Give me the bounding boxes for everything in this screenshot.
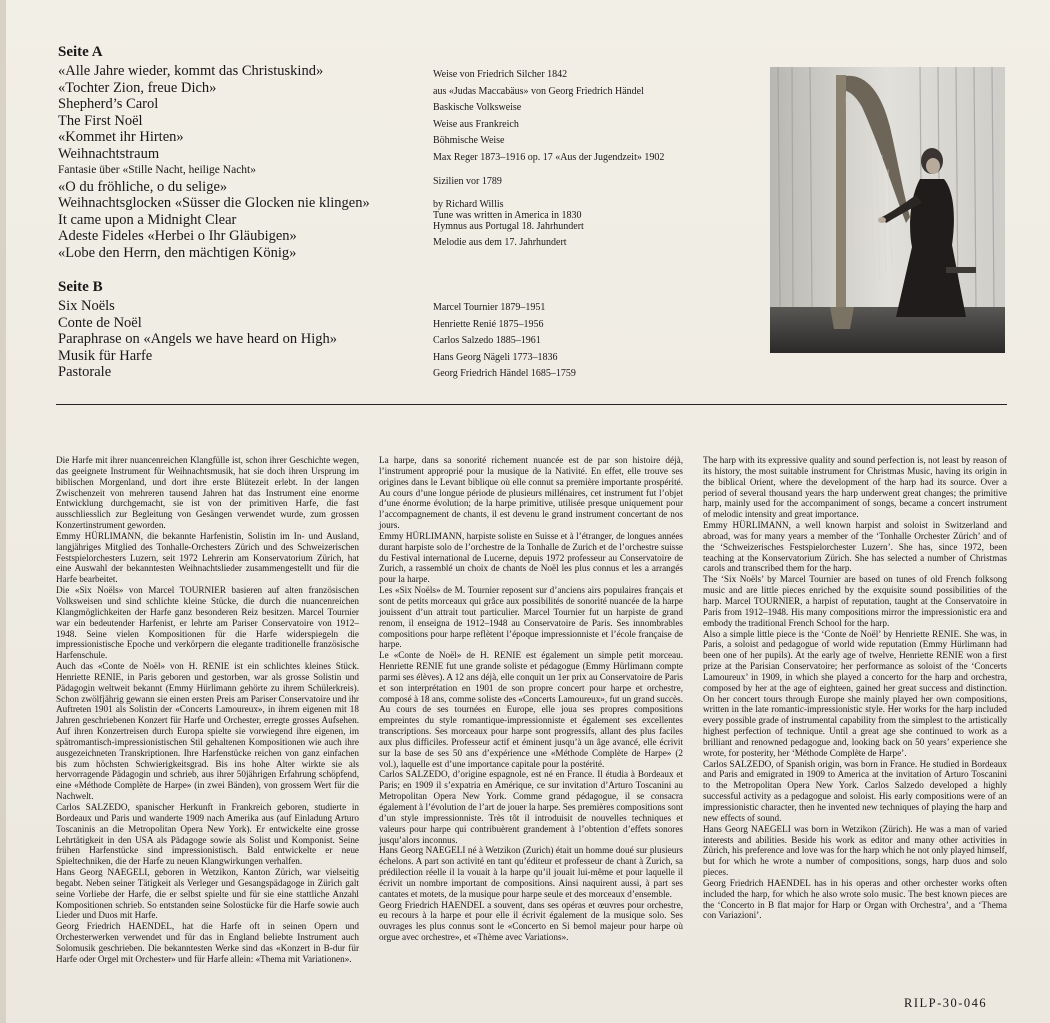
notes-paragraph: Carlos SALZEDO, of Spanish origin, was born in France. He studied in Bordeaux and Paris and emigrated in 1909 to America at the invitation of Arturo Toscanini to the Metropolitan Opera New York. Carlos Salzedo developed a highly successful activity as a pedagogue and soloist. His early compositions were of an impressionistic character, then he invented new techniques of playing the harp and new effects of sound.	[703, 758, 1007, 823]
notes-paragraph: Les «Six Noëls» de M. Tournier reposent sur d’anciens airs populaires français et sont de petits morceaux qui grâce aux possibilités de sonorité nuancée de la harpe jouissent d’un attrait tout particulier. Marcel Tournier fut un harpiste de grand renom, il enseigna de 1912–1948 au Conservatoire de Paris. Ses innombrables compositions pour harpe reflètent l’époque impressionniste et l’école française de harpe.	[379, 585, 683, 650]
harpist-photo-icon	[770, 67, 1005, 353]
track-credit: Hymnus aus Portugal 18. Jahrhundert	[433, 220, 584, 232]
notes-paragraph: Emmy HÜRLIMANN, a well known harpist and soloist in Switzerland and abroad, was for many years a member of the ‘Tonhalle Orchester Zürich’ and of the ‘Schweizerisches Festspielorchester Luzern’. She has, since 1972, been teaching at the Konservatorium Zürich. She has selected a number of Christmas carols and transcribed them for the harp.	[703, 520, 1007, 574]
track-credit: aus «Judas Maccabäus» von Georg Friedrich Händel	[433, 85, 644, 97]
track-title: «Tochter Zion, freue Dich»	[58, 79, 217, 96]
track-title: Weihnachtstraum	[58, 145, 160, 162]
track-title: Musik für Harfe	[58, 347, 153, 364]
notes-german-column	[56, 455, 359, 965]
track-credit: Hans Georg Nägeli 1773–1836	[433, 351, 558, 363]
track-title: «O du fröhliche, o du selige»	[58, 178, 228, 195]
track-title: Six Noëls	[58, 298, 115, 314]
notes-paragraph: Hans Georg NAEGELI né à Wetzikon (Zurich) était un homme doué sur plusieurs échelons. A part son activité en tant qu’éditeur et professeur de chant à Zurich, sa prédilection réelle il la vouait à la harpe qu’il jouait lui-même et pour laquelle il écrivit un nombre important de compositions. Ainsi naquirent aussi, à part ses cantates et motets, de la musique pour harpe seule et des morceaux d’ensemble.	[379, 845, 683, 899]
notes-paragraph: La harpe, dans sa sonorité richement nuancée est de par son histoire déjà, l’instrument approprié pour la musique de la Nativité. En effet, elle trouve ses origines dans le Levant biblique où elle connut sa première importante prospérité. Au cours d’une longue période de plusieurs millénaires, cet instrument fut l’objet d’une énorme évolution; de la harpe primitive, utilisée presque uniquement pour l’accompagnement de chants, il est devenu le grand instrument concertant de nos jours.	[379, 455, 683, 531]
track-credit: Marcel Tournier 1879–1951	[433, 302, 546, 313]
notes-french-column	[379, 455, 683, 943]
notes-paragraph: Georg Friedrich HAENDEL a souvent, dans ses opéras et œuvres pour orchestre, eu recours à la harpe et pour elle il écrivit également de la musique solo. Ses ouvrages les plus connus sont le «Concerto en Si bemol majeur pour harpe où orgue avec orchestre», et «Thème avec Variations».	[379, 899, 683, 943]
side-a-heading: Seite A	[58, 44, 103, 60]
notes-paragraph: Hans Georg NAEGELI was born in Wetzikon (Zürich). He was a man of varied interests and abilities. Beside his work as editor and many other activities in Zürich, his preference and love was for the harp which he not only played himself, but for which he wrote a number of compositions, songs, harp duos and solo pieces.	[703, 823, 1007, 878]
notes-paragraph: Die Harfe mit ihrer nuancenreichen Klangfülle ist, schon ihrer Geschichte wegen, das geeignete Instrument für Weihnachtsmusik, hat sie doch ihren Ursprung im biblischen Morgenland, und dort ihre erste Blütezeit erlebt. In der langen Zwischenzeit von mehreren tausend Jahren hat das Instrument eine enorme Entwicklung durchgemacht, sie ist von der primitiven Harfe, die fast ausschliesslich zur Begleitung von Gesängen verwendet wurde, zum grossen Konzertinstrument geworden.	[56, 455, 359, 531]
track-title: Weihnachtsglocken «Süsser die Glocken nie klingen»	[58, 195, 370, 211]
track-credit: Carlos Salzedo 1885–1961	[433, 335, 541, 346]
notes-paragraph: Carlos SALZEDO, spanischer Herkunft in Frankreich geboren, studierte in Bordeaux und Paris und wanderte 1909 nach Amerika aus (auf Einladung Arturo Toscaninis an die Metropolitan Opera New York). Er entwickelte eine grosse Lehrtätigkeit in den USA als Pädagoge sowie als Solist und Komponist. Seine frühen Harfenstücke sind impressionistisch. Bald entwickelte er neue Spieltechniken, die der Harfe zu neuen Klangwirkungen verhalfen.	[56, 802, 359, 867]
track-title: Shepherd’s Carol	[58, 96, 159, 112]
notes-paragraph: Auch das «Conte de Noël» von H. RENIE ist ein schlichtes kleines Stück. Henriette RENIE, in Paris geboren und gestorben, war als grosse Solistin und Pädagogin weltweit bekannt (Emmy Hürlimann gehörte zu ihrem Schülerkreis). Schon zwölfjährig gewann sie einen ersten Preis am Pariser Conservatoire und ihr Auftreten 1901 als Solistin der «Concerts Lamoureux», in ihrem eigenen mit 18 Jahren geschriebenen Konzert für Harfe und Orchester, erregte grosses Aufsehen. Auf ihren Konzertreisen durch Europa spielte sie vorwiegend ihre eigenen, im spätromantisch-impressionistischen Stil gehaltenen Kompositionen wie auch ihre ausgezeichneten Transkriptionen. Ihre Harfenstücke reichen von ganz einfachen bis zum höchsten Schwierigkeitsgrad. Bis ins hohe Alter wirkte sie als hervorragende Pädagogin und schrieb, aus ihrer 50jährigen Erfahrung schöpfend, eine «Méthode Complète de Harpe» (in zwei Bänden), von grossem Wert für die Nachwelt.	[56, 661, 359, 802]
catalog-number: RILP-30-046	[904, 996, 988, 1010]
track-credit: by Richard Willis	[433, 198, 504, 210]
track-title: Conte de Noël	[58, 314, 142, 331]
track-credit: Sizilien vor 1789	[433, 176, 502, 187]
notes-paragraph: Die «Six Noëls» von Marcel TOURNIER basieren auf alten französischen Volksweisen und sind schlichte kleine Stücke, die durch die nuancenreichen Klangmöglichkeiten der Harfe ganz besonderen Reiz besitzen. Marcel Tournier war ein bedeutender Harfenist, er lehrte am Pariser Conservatoire von 1912–1948. Seine vielen Kompositionen für die Harfe widerspiegeln die impressionistische Epoche und verkörpern die elegante traditionelle französische Harfenschule.	[56, 585, 359, 661]
notes-english-column	[703, 455, 1007, 921]
track-title: Fantasie über «Stille Nacht, heilige Nacht»	[58, 164, 256, 176]
notes-paragraph: Georg Friedrich HAENDEL, hat die Harfe oft in seinen Opern und Orchesterwerken verwendet und für das in England beliebte Instrument auch Solomusik geschrieben. Die bekanntesten Werke sind das «Konzert in B-dur für Harfe oder Orgel mit Orchester» und für Harfe allein: «Thema mit Variationen».	[56, 921, 359, 964]
notes-paragraph: Emmy HÜRLIMANN, harpiste soliste en Suisse et à l’étranger, de longues années durant harpiste solo de l’orchestre de la Tonhalle de Zurich et de l’orchestre suisse du Festival international de Lucerne, depuis 1972 professeur au Conservatoire de Zurich, a rassemblé un choix de chants de Noël les plus connus et les a arrangés pour la harpe.	[379, 530, 683, 585]
track-credit: Baskische Volksweise	[433, 102, 522, 113]
track-credit: Weise aus Frankreich	[433, 118, 519, 130]
side-a-credits	[433, 67, 763, 251]
side-a-titles	[58, 63, 428, 261]
notes-paragraph: The ‘Six Noëls’ by Marcel Tournier are based on tunes of old French folksong music and are little pieces enriched by the exquisite sound possibilities of the harp. Marcel TOURNIER, a harpist of reputation, taught at the Conservatoire in Paris from 1912–1948. His many compositions mirror the impressionistic era and embody the traditional French School for the harp.	[703, 574, 1007, 628]
notes-paragraph: Hans Georg NAEGELI, geboren in Wetzikon, Kanton Zürich, war vielseitig begabt. Neben seiner Tätigkeit als Verleger und Gesangspädagoge in Zürich galt seine Vorliebe der Harfe, die er selbst spielte und für sie eine stattliche Anzahl Kompositionen schrieb. So entstanden seine Solostücke für die Harfe sowie auch Lieder und Duos mit Harfe.	[56, 867, 359, 921]
track-title: The First Noël	[58, 112, 143, 129]
section-divider	[56, 404, 1007, 405]
track-credit: Böhmische Weise	[433, 135, 505, 146]
track-credit: Georg Friedrich Händel 1685–1759	[433, 368, 576, 379]
harpist-photo	[770, 67, 1005, 353]
track-title: Adeste Fideles «Herbei o Ihr Gläubigen»	[58, 228, 297, 244]
track-title: Pastorale	[58, 364, 112, 380]
side-b-heading: Seite B	[58, 279, 103, 295]
notes-paragraph: The harp with its expressive quality and sound perfection is, not least by reason of its history, the most suitable instrument for Christmas Music, having its origin in the biblical Orient, where the development of the harp had its source. Over a period of several thousand years the harp underwent great changes; the primitive harp, mainly used for the accompaniment of songs, became a concert instrument of melodic intensity and great importance.	[703, 455, 1007, 520]
track-title: «Kommet ihr Hirten»	[58, 129, 184, 145]
track-credit: Weise von Friedrich Silcher 1842	[433, 69, 568, 80]
track-credit: Melodie aus dem 17. Jahrhundert	[433, 236, 567, 248]
track-title: «Alle Jahre wieder, kommt das Christuskind»	[58, 63, 324, 79]
notes-paragraph: Carlos SALZEDO, d’origine espagnole, est né en France. Il étudia à Bordeaux et Paris; en 1909 il s’expatria en Amérique, ce sur invitation d’Arturo Toscanini au Metropolitan Opera New York. Comme grand pédagogue, il se consacra également à l’évolution de l’art de jouer la harpe. Ses premières compositions sont d’un style impressionniste. Très tôt il introduisit de nouvelles techniques et valeurs pour harpe qui contribuèrent grandement à l’obtention d’effets sonores jusqu’alors inconnus.	[379, 769, 683, 845]
track-title: It came upon a Midnight Clear	[58, 211, 237, 228]
notes-paragraph: Georg Friedrich HAENDEL has in his operas and other orchester works often included the harp, for which he also wrote solo music. The best known pieces are the ‘Concerto in B flat major for Harp or Organ with Orchestra’, and a ‘Thema con Variazioni’.	[703, 877, 1007, 921]
notes-paragraph: Le «Conte de Noël» de H. RENIE est également un simple petit morceau. Henriette RENIE fut une grande soliste et pédagogue (Emmy Hürlimann compte parmi ses élèves). A 12 ans déjà, elle conquit un 1er prix au Conservatoire de Paris et son interprétation en 1901 de son propre concert pour harpe et orchestre, composé à 18 ans, comme soliste des «Concerts Lamoureux», fut un grand succès. Au cours de ses tournées en Europe, elle joua ses propres compositions empreintes du style romantique-impressionniste et également ses excellentes transcriptions. Ses morceaux pour harpe sont progressifs, allant des plus faciles aux plus difficiles. Professeur actif et éminent jusqu’à un âge avancé, elle écrivit sur la base de ses 50 ans d’expérience une «Méthode Complète de Harpe» (2 vol.), laquelle est d’une importance capitale pour la postérité.	[379, 650, 683, 769]
notes-paragraph: Emmy HÜRLIMANN, die bekannte Harfenistin, Solistin im In- und Ausland, langjähriges Mitglied des Tonhalle-Orchesters Zürich und des Schweizerischen Festspielorchesters Luzern, seit 1972 Lehrerin am Konservatorium Zürich, hat eine Auswahl der bekanntesten Weihnachtslieder zusammengestellt und für die Harfe bearbeitet.	[56, 530, 359, 585]
side-b-credits	[433, 300, 763, 383]
track-title: Paraphrase on «Angels we have heard on High»	[58, 331, 338, 347]
track-credit: Tune was written in America in 1830	[433, 209, 582, 221]
side-b-titles	[58, 298, 428, 381]
track-credit: Max Reger 1873–1916 op. 17 «Aus der Jugendzeit» 1902	[433, 151, 665, 163]
notes-paragraph: Also a simple little piece is the ‘Conte de Noël’ by Henriette RENIE. She was, in Paris, a soloist and pedagogue of world wide reputation (Emmy Hürlimann had been one of her pupils). At the early age of twelve, Henriette RENIE won a first prize at the Parisian Conservatoire; her performance as soloist of the ‘Concerts Lamoureux’ in 1909, in which she played a concerto for the harp and orchestra, composed by her at the age of eighteen, gained her great success and distinction. On her concert tours through Europe she mainly played her own compositions, written in the late romantic-impressionistic style. Her works for the harp included every possible grade of instrumental capability from the simplest to the artistically highest perfection of technique. Until a great age she continued to work as a brilliant and renowned pedagogue and, looking back on 50 years’ experience she wrote, for posterity, her ‘Méthode Complète de Harpe’.	[703, 628, 1007, 758]
track-title: «Lobe den Herrn, den mächtigen König»	[58, 244, 297, 261]
track-credit: Henriette Renié 1875–1956	[433, 318, 544, 330]
